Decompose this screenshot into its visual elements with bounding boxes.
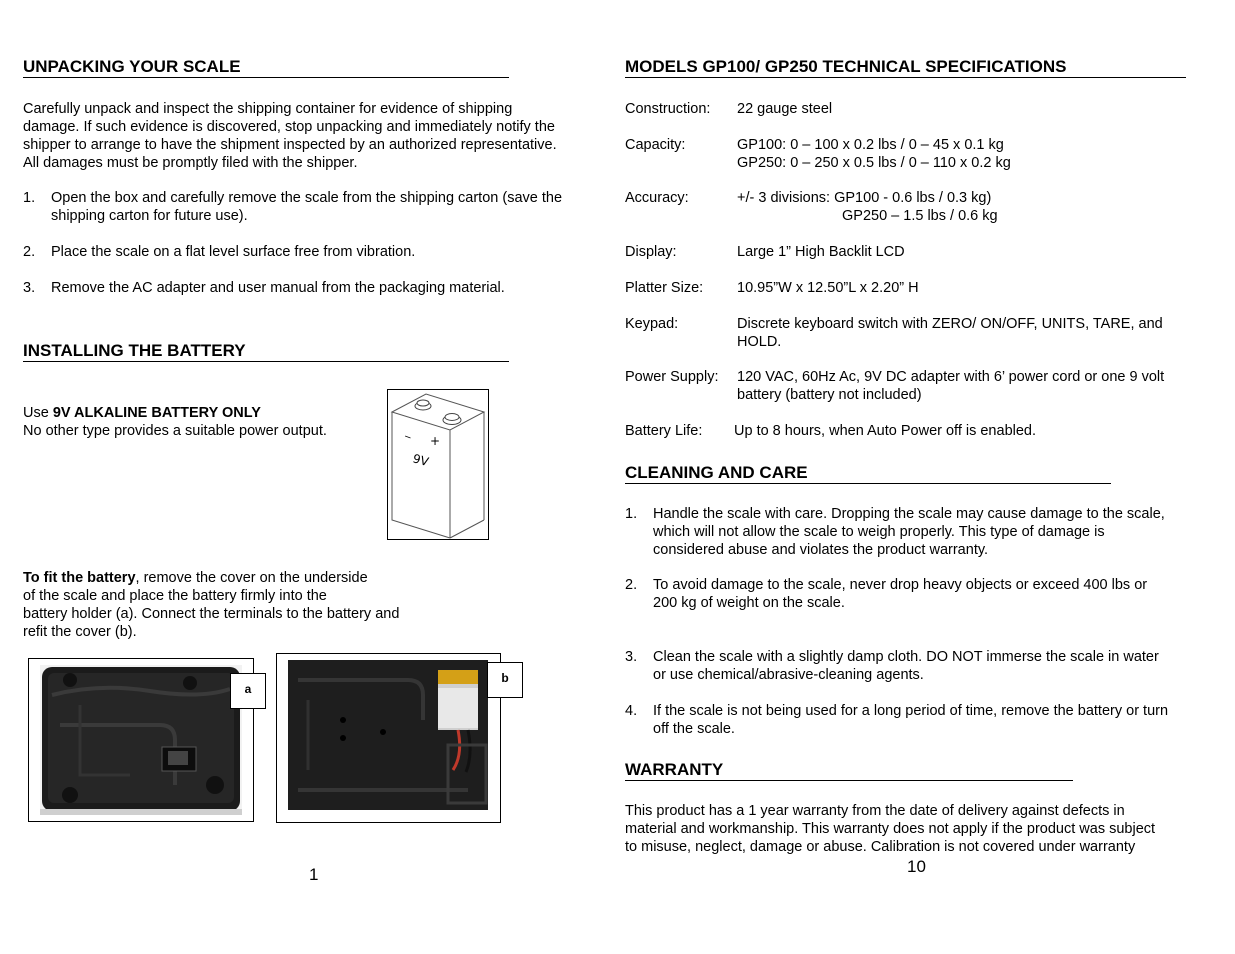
spec-label-power-supply: Power Supply:: [625, 369, 719, 385]
list-number: 1.: [625, 506, 638, 522]
text-line: To avoid damage to the scale, never drop heavy objects or exceed 400 lbs or: [653, 577, 1148, 593]
cleaning-item-3: [625, 648, 1220, 684]
text-line: battery (battery not included): [737, 387, 922, 403]
cleaning-item-4: [625, 702, 1220, 738]
text-line: All damages must be promptly filed with the shipper.: [23, 155, 358, 171]
cleaning-item-1: [625, 505, 1220, 559]
warranty-text: [625, 802, 1220, 856]
spec-label-display: Display:: [625, 244, 677, 260]
text-line: or use chemical/abrasive-cleaning agents.: [653, 667, 924, 683]
text-line: GP250: 0 – 250 x 0.5 lbs / 0 – 110 x 0.2 kg: [737, 155, 1011, 171]
photo-a-frame: [28, 658, 254, 822]
text-line: 200 kg of weight on the scale.: [653, 595, 845, 611]
unpacking-step-2: [23, 243, 613, 261]
battery-drawing: [388, 390, 488, 539]
list-number: 2.: [23, 244, 36, 260]
scale-underside-photo: [40, 665, 242, 815]
fit-battery-instructions: [23, 569, 463, 641]
unpacking-step-1: [23, 189, 613, 225]
battery-heading: INSTALLING THE BATTERY: [23, 342, 509, 362]
specs-heading: MODELS GP100/ GP250 TECHNICAL SPECIFICATIONS: [625, 58, 1186, 78]
battery-label: 9V: [411, 451, 431, 469]
text-line: damage. If such evidence is discovered, stop unpacking and immediately notify the: [23, 119, 555, 135]
fit-battery-bold: To fit the battery: [23, 570, 136, 586]
spec-label-battery-life: Battery Life:: [625, 423, 703, 439]
spec-label-keypad: Keypad:: [625, 316, 679, 332]
callout-b: b: [487, 662, 523, 698]
text-line: Clean the scale with a slightly damp cloth. DO NOT immerse the scale in water: [653, 649, 1159, 665]
text-line: , remove the cover on the underside: [135, 570, 368, 586]
spec-value-capacity: [737, 136, 1011, 172]
text-line: shipping carton for future use).: [51, 208, 248, 224]
battery-type-bold: 9V ALKALINE BATTERY ONLY: [52, 405, 261, 421]
battery-compartment-photo: [288, 660, 488, 810]
list-number: 4.: [625, 703, 638, 719]
cleaning-item-2: [625, 576, 1220, 612]
spec-value-power-supply: [737, 368, 1217, 404]
spec-value-platter-size: 10.95”W x 12.50”L x 2.20” H: [737, 280, 919, 296]
text-line: battery holder (a). Connect the terminals to the battery and: [23, 606, 400, 622]
warranty-heading: WARRANTY: [625, 761, 1073, 781]
plus-sign-icon: +: [430, 434, 441, 448]
text-line: of the scale and place the battery firmly into the: [23, 588, 327, 604]
photo-b-frame: [276, 653, 501, 823]
text-line: Open the box and carefully remove the scale from the shipping carton (save the: [51, 190, 563, 206]
unpacking-heading: UNPACKING YOUR SCALE: [23, 58, 509, 78]
minus-sign-icon: _: [404, 424, 415, 439]
battery-illustration: [387, 389, 489, 540]
page-number-right: 10: [907, 857, 926, 876]
spec-value-battery-life: Up to 8 hours, when Auto Power off is enabled.: [734, 423, 1037, 439]
callout-a: a: [230, 673, 266, 709]
spec-label-accuracy: Accuracy:: [625, 190, 689, 206]
spec-value-construction: 22 gauge steel: [737, 101, 833, 117]
text-line: refit the cover (b).: [23, 624, 137, 640]
text-line: off the scale.: [653, 721, 735, 737]
text-line: +/- 3 divisions: GP100 - 0.6 lbs / 0.3 kg): [737, 190, 992, 206]
list-number: 1.: [23, 190, 36, 206]
spec-value-display: Large 1” High Backlit LCD: [737, 244, 905, 260]
text-line: Remove the AC adapter and user manual from the packaging material.: [51, 280, 505, 296]
text-line: to misuse, neglect, damage or abuse. Calibration is not covered under warranty: [625, 839, 1136, 855]
list-number: 3.: [625, 649, 638, 665]
text-line: material and workmanship. This warranty does not apply if the product was subject: [625, 821, 1156, 837]
text-line: HOLD.: [737, 334, 782, 350]
spec-label-construction: Construction:: [625, 101, 711, 117]
spec-value-keypad: [737, 315, 1217, 351]
text-line: 120 VAC, 60Hz Ac, 9V DC adapter with 6’ power cord or one 9 volt: [737, 369, 1165, 385]
battery-note: No other type provides a suitable power output.: [23, 423, 327, 439]
list-number: 2.: [625, 577, 638, 593]
text-line: GP100: 0 – 100 x 0.2 lbs / 0 – 45 x 0.1 kg: [737, 137, 1004, 153]
text-line: GP250 – 1.5 lbs / 0.6 kg: [842, 208, 998, 224]
spec-label-platter-size: Platter Size:: [625, 280, 704, 296]
text-line: This product has a 1 year warranty from the date of delivery against defects in: [625, 803, 1125, 819]
text-line: Discrete keyboard switch with ZERO/ ON/OFF, UNITS, TARE, and: [737, 316, 1163, 332]
unpacking-step-3: [23, 279, 613, 297]
spec-label-capacity: Capacity:: [625, 137, 686, 153]
list-number: 3.: [23, 280, 36, 296]
text-line: Handle the scale with care. Dropping the scale may cause damage to the scale,: [653, 506, 1165, 522]
text-line: which will not allow the scale to weigh properly. This type of damage is: [653, 524, 1105, 540]
battery-use-note: [23, 404, 383, 440]
text-line: considered abuse and violates the product warranty.: [653, 542, 989, 558]
text-line: shipper to arrange to have the shipment inspected by an authorized representative.: [23, 137, 557, 153]
text-line: If the scale is not being used for a long period of time, remove the battery or turn: [653, 703, 1169, 719]
spec-value-accuracy: [737, 189, 998, 225]
cleaning-heading: CLEANING AND CARE: [625, 464, 1111, 484]
page-number-left: 1: [309, 865, 319, 884]
unpacking-intro: [23, 100, 613, 172]
text-line: Place the scale on a flat level surface free from vibration.: [51, 244, 416, 260]
use-prefix: Use: [23, 405, 53, 421]
text-line: Carefully unpack and inspect the shipping container for evidence of shipping: [23, 101, 513, 117]
